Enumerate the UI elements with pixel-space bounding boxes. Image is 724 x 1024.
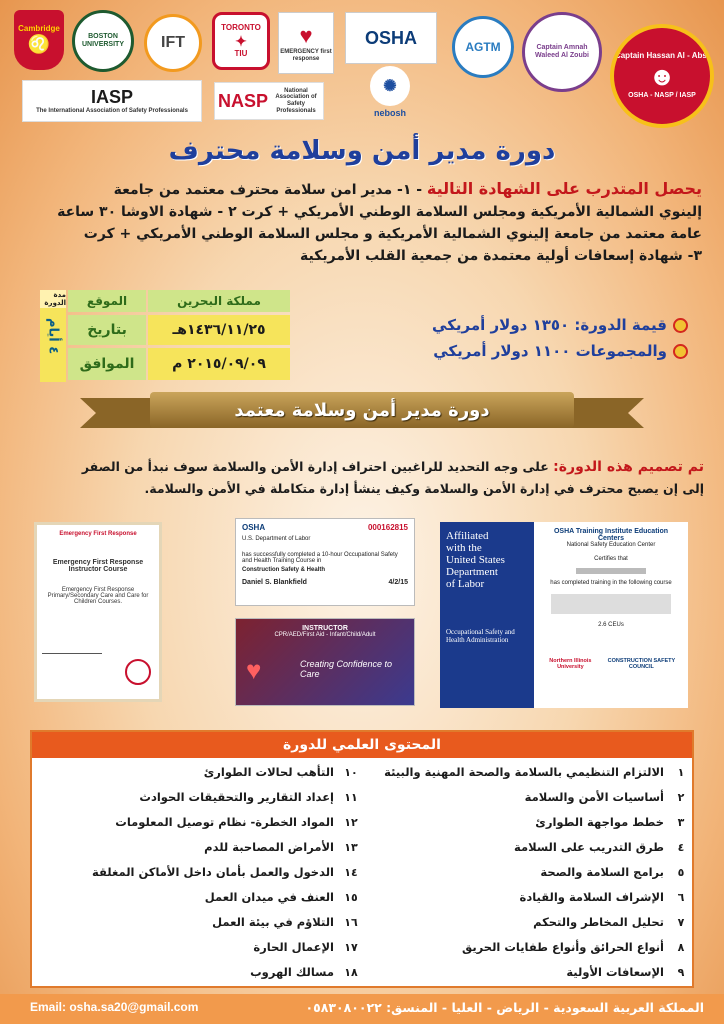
instructor-card-image — [235, 618, 415, 706]
topic-text: الدخول والعمل بأمان داخل الأماكن المغلقة — [92, 865, 334, 879]
osha-card-date: 4/2/15 — [388, 579, 408, 586]
topic-number: ٧ — [677, 915, 685, 929]
efr-logo-text: EMERGENCY first response — [280, 49, 332, 62]
date-label: بتاريخ — [68, 315, 146, 345]
construction-text: CONSTRUCTION SAFETY COUNCIL — [607, 658, 676, 670]
nasp-logo — [214, 82, 324, 120]
bullet-icon — [673, 318, 688, 333]
topic-number: ١٥ — [344, 890, 358, 904]
topic-text: الإعمال الحارة — [253, 940, 334, 954]
topic-text: تحليل المخاطر والتحكم — [533, 915, 664, 929]
person-icon: ☻ — [648, 61, 676, 92]
duration-value: ٤ أيام — [45, 317, 61, 355]
ift-logo — [144, 14, 202, 72]
osha-card-footer — [242, 579, 408, 586]
heart-icon: ♥ — [299, 23, 313, 49]
topic-number: ١١ — [344, 790, 358, 804]
list-item — [362, 785, 692, 809]
ribbon-banner — [80, 386, 644, 434]
certificate-footer — [540, 658, 682, 670]
list-item — [32, 960, 362, 984]
list-item — [362, 935, 692, 959]
topic-number: ٢ — [677, 790, 685, 804]
heart-icon: ♥ — [246, 655, 262, 685]
course-price-text: قيمة الدورة: ١٣٥٠ دولار أمريكي — [432, 316, 667, 334]
topic-number: ١٣ — [344, 840, 358, 854]
footer-email[interactable]: Email: osha.sa20@gmail.com — [30, 1000, 199, 1014]
certificates-line-4: ٣- شهادة إسعافات أولية معتمدة من جمعية القلب الأمريكية — [300, 248, 702, 264]
certificates-text-1: - ١- مدير امن سلامة محترف معتمد من جامعة — [113, 182, 427, 198]
niu-text: Northern Illinois University — [549, 658, 592, 670]
topic-text: طرق التدريب على السلامة — [514, 840, 664, 854]
certificate-body — [534, 522, 688, 708]
topic-number: ١٠ — [344, 765, 358, 779]
topic-number: ١٨ — [344, 965, 358, 979]
list-item — [362, 910, 692, 934]
list-item — [362, 960, 692, 984]
topic-text: إعداد التقارير والتحقيقات الحوادث — [139, 790, 334, 804]
instructor-card-slogan: Creating Confidence to Care — [300, 659, 393, 679]
affiliated-line-1: Affiliated — [446, 530, 489, 542]
course-info-table — [40, 290, 290, 382]
toronto-logo-text: TORONTO — [221, 22, 261, 32]
course-design-text — [20, 456, 704, 500]
nasp-logo-text: NASP — [217, 90, 268, 111]
efr-logo — [278, 12, 334, 74]
course-price — [432, 316, 688, 334]
topic-text: برامج السلامة والصحة — [540, 865, 664, 879]
topic-number: ١٢ — [344, 815, 358, 829]
topic-text: المواد الخطرة- نظام توصيل المعلومات — [115, 815, 334, 829]
topic-text: أساسيات الأمن والسلامة — [524, 790, 664, 804]
corresponds-label: الموافق — [68, 348, 146, 380]
osha-card-dept: U.S. Department of Labor — [242, 536, 311, 542]
ceus-text: 2.6 CEUs — [598, 622, 624, 628]
boston-logo-text: BOSTON UNIVERSITY — [81, 33, 124, 48]
topic-text: العنف في ميدان العمل — [204, 890, 334, 904]
osha-education-certificate-image — [440, 522, 688, 708]
main-title: دورة مدير أمن وسلامة محترف — [168, 136, 556, 166]
topic-number: ٤ — [677, 840, 685, 854]
instructor-card-title: INSTRUCTOR — [302, 625, 348, 632]
topic-number: ١٧ — [344, 940, 358, 954]
affiliated-line-5: of Labor — [446, 578, 485, 590]
course-content-box — [30, 730, 694, 988]
list-item — [32, 910, 362, 934]
course-content-header: المحتوى العلمي للدورة — [32, 732, 692, 758]
efr-cert-subtitle: Emergency First Response Primary/Secondary Care and Care for Children Courses. — [47, 587, 149, 605]
topic-text: التلاؤم في بيئة العمل — [212, 915, 334, 929]
agtm-logo — [452, 16, 514, 78]
nebosh-logo-text: nebosh — [373, 108, 406, 118]
nebosh-label — [362, 106, 418, 120]
location-label: الموقع — [68, 290, 146, 312]
topic-number: ٨ — [677, 940, 685, 954]
topics-right-column — [362, 760, 692, 988]
affiliated-line-2: with the — [446, 542, 482, 554]
certificates-block — [22, 178, 702, 267]
corresponds-value: ٢٠١٥/٠٩/٠٩ م — [148, 348, 290, 380]
list-item — [32, 885, 362, 909]
logos-strip — [0, 0, 724, 128]
date-value: ١٤٣٦/١١/٢٥هـ — [148, 315, 290, 345]
osha-card-trainer: Daniel S. Blankfield — [242, 579, 307, 586]
iasp-logo-text: IASP — [90, 87, 133, 108]
nasp-full-name: National Association of Safety Professionals — [275, 87, 317, 114]
topic-text: الالتزام التنظيمي بالسلامة والصحة المهنية والبيئة — [384, 765, 664, 779]
captain-hassan-logo-subtext: OSHA - NASP / IASP — [628, 92, 696, 100]
bullet-icon — [673, 344, 688, 359]
list-item — [32, 785, 362, 809]
list-item — [362, 760, 692, 784]
design-line-1 — [20, 456, 704, 478]
footer-address: المملكة العربية السعودية - الرياض - العليا - المنسق: ٠٥٨٣٠٨٠٠٢٢ — [305, 1000, 704, 1015]
efr-seal-icon — [125, 659, 151, 685]
list-item — [32, 810, 362, 834]
maple-leaf-icon: ✦ — [235, 32, 247, 49]
topic-number: ٩ — [677, 965, 685, 979]
topic-text: خطط مواجهة الطوارئ — [535, 815, 664, 829]
osha-center-title: OSHA Training Institute Education Centers — [553, 528, 669, 542]
topic-number: ١٤ — [344, 865, 358, 879]
list-item — [362, 810, 692, 834]
osha-logo-text: OSHA — [364, 27, 417, 48]
nebosh-logo — [370, 66, 410, 106]
tiu-logo-text: TIU — [234, 48, 248, 58]
list-item — [32, 860, 362, 884]
ribbon-tail-right — [564, 398, 644, 428]
certificates-lead: يحصل المتدرب على الشهادة التالية — [426, 179, 702, 198]
certificates-line-1 — [22, 178, 702, 201]
topic-number: ٣ — [677, 815, 685, 829]
design-text-1: على وجه التحديد للراغبين احتراف إدارة الأمن والسلامة سوف نبدأ من الصفر — [81, 459, 554, 474]
topic-text: الأمراض المصاحبة للدم — [204, 840, 334, 854]
captain-amnah-logo-text: Captain Amnah Waleed Al Zoubi — [535, 44, 589, 59]
cambridge-logo-text: Cambridge — [18, 24, 60, 34]
topic-text: التأهب لحالات الطوارئ — [203, 765, 334, 779]
list-item — [362, 885, 692, 909]
osha-card-header — [242, 523, 408, 532]
group-price — [433, 342, 688, 360]
affiliated-line-3: United States — [446, 554, 505, 566]
affiliated-line-4: Department — [446, 566, 498, 578]
affiliated-panel — [440, 522, 534, 708]
captain-amnah-logo — [522, 12, 602, 92]
design-line-2: إلى إن يصبح محترف في إدارة الأمن والسلامة وكيف ينشأ إدارة متكاملة في الأمن والسلامة. — [144, 481, 704, 496]
ribbon-title: دورة مدير أمن وسلامة معتمد — [150, 392, 574, 428]
osha-card-number: 000162815 — [367, 523, 408, 532]
osha-card-course: Construction Safety & Health — [242, 567, 326, 573]
osha-card-image — [235, 518, 415, 606]
list-item — [362, 835, 692, 859]
topic-text: الإسعافات الأولية — [566, 965, 664, 979]
topics-left-column — [32, 760, 362, 988]
topic-number: ٦ — [677, 890, 685, 904]
list-item — [362, 860, 692, 884]
nsec-title: National Safety Education Center — [566, 542, 656, 548]
osha-logo — [345, 12, 437, 64]
topic-text: الإشراف السلامة والقيادة — [519, 890, 664, 904]
topic-number: ١٦ — [344, 915, 358, 929]
iasp-logo — [22, 80, 202, 122]
topic-text: أنواع الحرائق وأنواع طفايات الحريق — [461, 940, 664, 954]
lion-icon: ♌ — [27, 33, 51, 54]
course-blur — [551, 594, 671, 614]
design-lead: تم تصميم هذه الدورة: — [553, 459, 704, 475]
signature-mark — [42, 645, 102, 654]
certifies-text: Certifies that — [594, 556, 628, 562]
topic-text: مسالك الهروب — [250, 965, 334, 979]
captain-hassan-logo-text: Captain Hassan Al - Absi — [614, 51, 710, 61]
agtm-logo-text: AGTM — [465, 40, 501, 54]
certificates-line-3: عامة معتمد من جامعة إلينوي الشمالية الأمريكية و مجلس السلامة الوطني الأمريكي + كرت — [83, 226, 702, 242]
certificates-line-2: إلينوي الشمالية الأمريكية ومجلس السلامة الوطني الأمريكي + كرت ٢ - شهادة الاوشا ٣٠ ساعة — [57, 204, 702, 220]
list-item — [32, 835, 362, 859]
list-item — [32, 935, 362, 959]
efr-cert-course: Emergency First Response Instructor Course — [52, 559, 144, 573]
toronto-logo — [212, 12, 270, 70]
cambridge-logo — [14, 10, 64, 70]
list-item — [32, 760, 362, 784]
efr-certificate-image — [34, 522, 162, 702]
globe-icon: ✺ — [383, 78, 397, 95]
topic-number: ١ — [677, 765, 685, 779]
location-value: مملكة البحرين — [148, 290, 290, 312]
name-blur — [576, 568, 646, 574]
topic-number: ٥ — [677, 865, 685, 879]
group-price-text: والمجموعات ١١٠٠ دولار أمريكي — [433, 342, 667, 360]
affiliated-agency: Occupational Safety and Health Administration — [446, 628, 515, 644]
osha-card-brand: OSHA — [242, 523, 266, 532]
completed-text: has completed training in the following course — [550, 580, 672, 586]
iasp-full-name: The International Association of Safety Professionals — [36, 108, 188, 115]
captain-hassan-logo — [610, 24, 714, 128]
ift-logo-text: IFT — [161, 34, 185, 51]
osha-card-text: has successfully completed a 10-hour Occupational Safety and Health Training Course in — [242, 552, 398, 564]
ribbon-tail-left — [80, 398, 160, 428]
duration-label: مدة الدورة — [40, 290, 66, 308]
boston-logo — [72, 10, 134, 72]
efr-cert-title: Emergency First Response — [59, 531, 137, 537]
instructor-card-sub: CPR/AED/First Aid - Infant/Child/Adult — [274, 632, 376, 638]
